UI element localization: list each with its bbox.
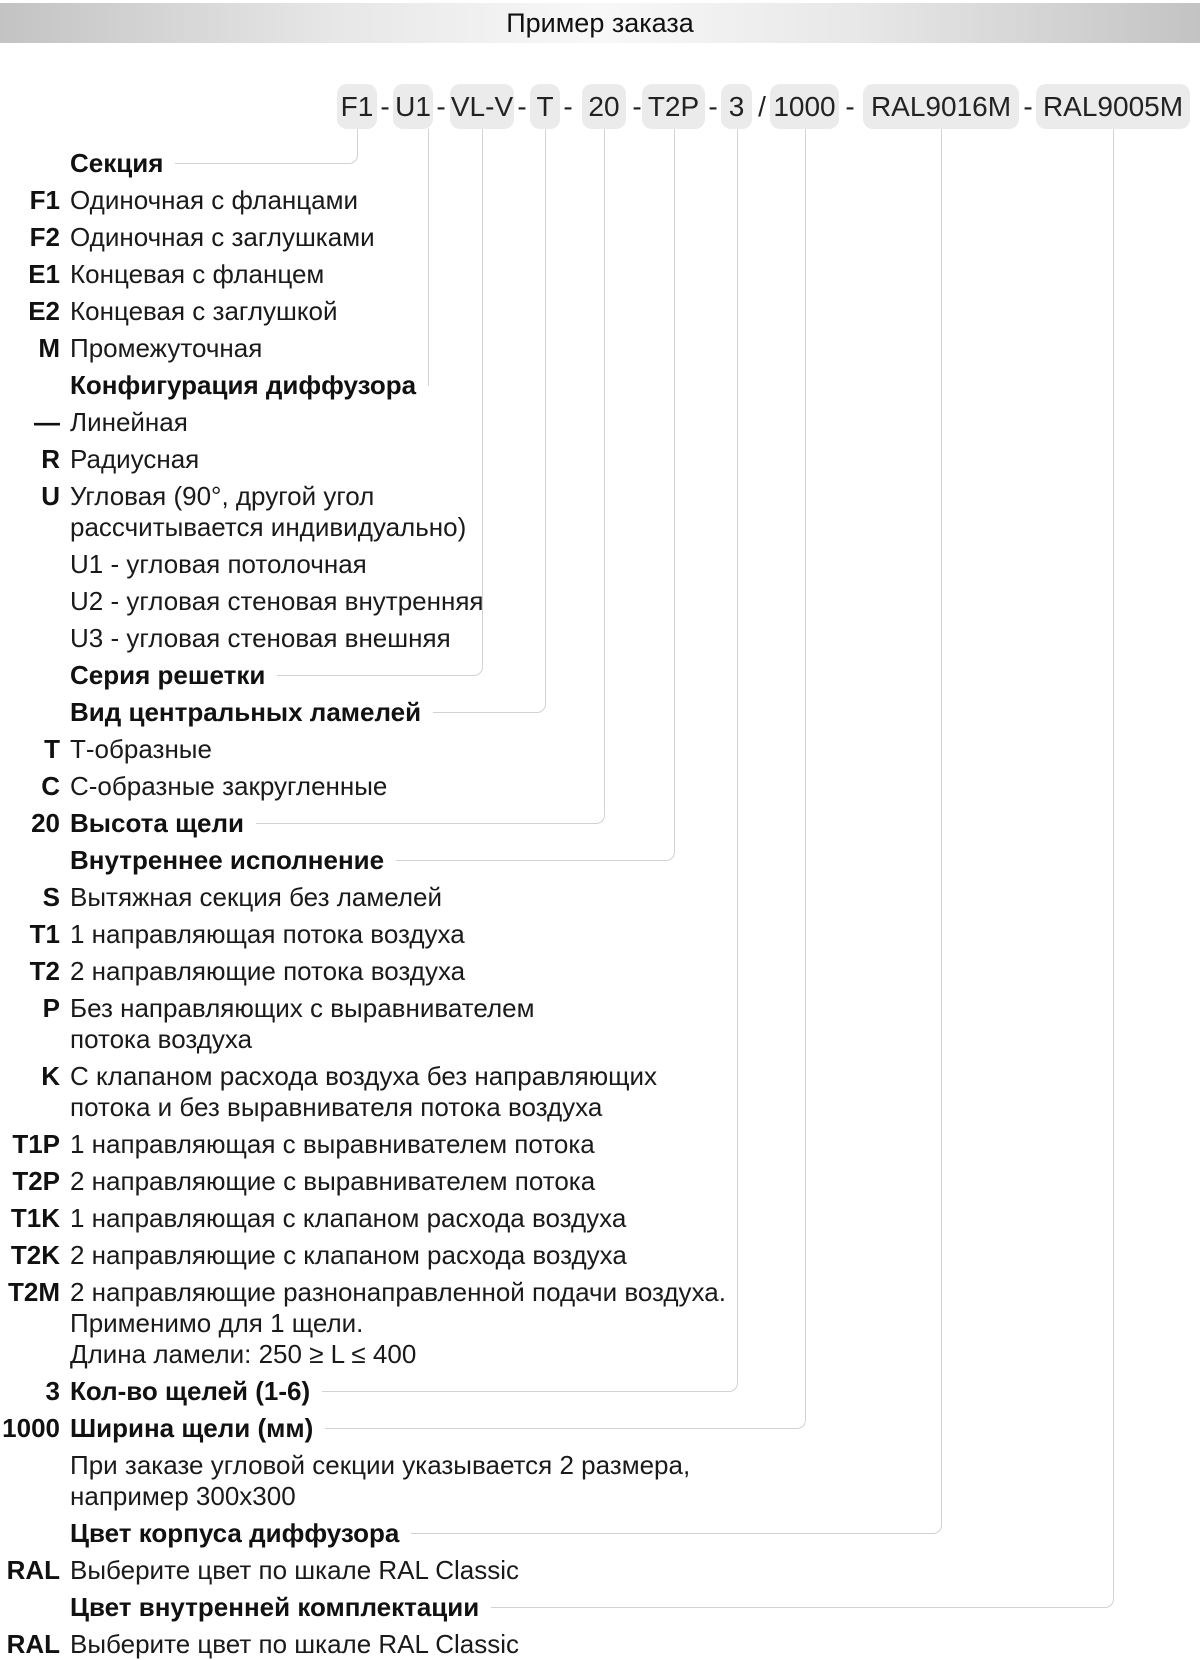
note-row <box>0 1450 700 1512</box>
code-label-e2: E2 <box>28 296 60 326</box>
code-label-3: 3 <box>45 1376 60 1406</box>
code-separator-dash: - <box>563 91 573 122</box>
row-text <box>70 956 700 987</box>
row-line: Цвет внутренней комплектации <box>70 1592 480 1622</box>
code-label-r: R <box>41 444 60 474</box>
code-label-s: S <box>42 882 60 912</box>
code-label-u: U <box>41 481 60 511</box>
code-label-f2: F2 <box>29 222 60 252</box>
row-text <box>70 296 700 327</box>
row-text <box>70 481 700 543</box>
code-separator-dash: - <box>632 91 642 122</box>
code-label-t1p: T1P <box>12 1129 60 1159</box>
legend-row <box>0 956 700 987</box>
legend-list <box>0 148 726 1660</box>
legend-row <box>0 296 700 327</box>
code-segment-t: T <box>530 84 560 129</box>
row-text <box>70 1518 700 1549</box>
code-separator-dash: - <box>1023 91 1033 122</box>
code-label-t: T <box>44 734 60 764</box>
row-line: Концевая с фланцем <box>70 259 325 289</box>
legend-row <box>0 333 700 364</box>
legend-row <box>0 1277 726 1370</box>
row-text <box>70 370 700 401</box>
legend-row <box>0 771 700 802</box>
legend-row <box>0 259 700 290</box>
row-text <box>70 919 700 950</box>
order-code-row <box>0 0 1200 140</box>
row-line: потока воздуха <box>70 1024 253 1054</box>
row-text <box>70 444 700 475</box>
section-header <box>0 370 700 401</box>
row-line: например 300х300 <box>70 1481 296 1511</box>
row-line: С клапаном расхода воздуха без направляющих <box>70 1061 658 1091</box>
row-text <box>70 771 700 802</box>
legend-row <box>0 1061 700 1123</box>
section-header <box>0 808 700 839</box>
row-line: Цвет корпуса диффузора <box>70 1518 400 1548</box>
section-header <box>0 697 700 728</box>
row-text <box>70 1129 700 1160</box>
row-line: Концевая с заглушкой <box>70 296 338 326</box>
section-header <box>0 845 700 876</box>
row-line: 2 направляющие с клапаном расхода воздуха <box>70 1240 627 1270</box>
code-label-t1k: T1K <box>10 1203 60 1233</box>
code-label-t2m: T2M <box>8 1277 60 1307</box>
row-text <box>70 185 700 216</box>
legend-row <box>0 919 700 950</box>
code-label-k: K <box>41 1061 60 1091</box>
row-text <box>70 623 700 654</box>
code-segment-ral9005m: RAL9005M <box>1036 84 1190 129</box>
code-segment-3: 3 <box>721 84 752 129</box>
code-segment-u1: U1 <box>393 84 433 129</box>
code-label-f1: F1 <box>29 185 60 215</box>
row-text <box>70 1061 700 1123</box>
section-header <box>0 1413 700 1444</box>
code-label-t2p: T2P <box>12 1166 60 1196</box>
code-segment-1000: 1000 <box>770 84 839 129</box>
row-line: рассчитывается индивидуально) <box>70 512 467 542</box>
code-segment-ral9016m: RAL9016M <box>863 84 1019 129</box>
code-label-—: — <box>34 407 60 437</box>
row-text <box>70 1629 700 1660</box>
section-header <box>0 1518 700 1549</box>
section-header <box>0 1376 700 1407</box>
code-separator-slash: / <box>758 91 766 122</box>
row-line: Вид центральных ламелей <box>70 697 422 727</box>
legend-row <box>0 407 700 438</box>
row-text <box>70 882 700 913</box>
legend-row <box>0 882 700 913</box>
row-text <box>70 1592 700 1623</box>
row-line: Угловая (90°, другой угол <box>70 481 375 511</box>
row-line: Т-образные <box>70 734 212 764</box>
section-header <box>0 660 700 691</box>
legend-row <box>0 1203 700 1234</box>
code-label-e1: E1 <box>28 259 60 289</box>
legend-row <box>0 222 700 253</box>
row-line: Серия решетки <box>70 660 266 690</box>
legend-row <box>0 623 700 654</box>
row-text <box>70 1240 700 1271</box>
page-title: Пример заказа <box>506 7 694 38</box>
code-label-t1: T1 <box>29 919 60 949</box>
row-text <box>70 333 700 364</box>
code-label-p: P <box>42 993 60 1023</box>
code-label-20: 20 <box>31 808 60 838</box>
row-line: Внутреннее исполнение <box>70 845 385 875</box>
row-line: Радиусная <box>70 444 200 474</box>
code-separator-dash: - <box>436 91 446 122</box>
row-text <box>70 1166 700 1197</box>
row-line: Ширина щели (мм) <box>70 1413 314 1443</box>
row-line: U2 - угловая стеновая внутренняя <box>70 586 484 616</box>
row-text <box>70 407 700 438</box>
code-label-t2: T2 <box>29 956 60 986</box>
row-line: Применимо для 1 щели. <box>70 1308 364 1338</box>
code-label-c: C <box>41 771 60 801</box>
row-text <box>70 222 700 253</box>
row-line: U1 - угловая потолочная <box>70 549 367 579</box>
section-header <box>0 148 700 179</box>
row-text <box>70 697 700 728</box>
code-label-ral: RAL <box>6 1555 60 1585</box>
code-separator-dash: - <box>380 91 390 122</box>
row-line: Линейная <box>70 407 188 437</box>
row-text <box>70 148 700 179</box>
legend-row <box>0 586 700 617</box>
row-line: Выберите цвет по шкале RAL Classic <box>70 1629 520 1659</box>
code-label-ral: RAL <box>6 1629 60 1659</box>
row-line: Секция <box>70 148 164 178</box>
row-text <box>70 1376 700 1407</box>
row-line: Выберите цвет по шкале RAL Classic <box>70 1555 520 1585</box>
legend-row <box>0 993 700 1055</box>
code-separator-dash: - <box>517 91 527 122</box>
legend-row <box>0 1240 700 1271</box>
row-line: Промежуточная <box>70 333 263 363</box>
row-line: потока и без выравнивателя потока воздуха <box>70 1092 603 1122</box>
row-line: Вытяжная секция без ламелей <box>70 882 442 912</box>
row-line: Высота щели <box>70 808 244 838</box>
row-text <box>70 1277 726 1370</box>
row-text <box>70 660 700 691</box>
row-text <box>70 549 700 580</box>
row-line: С-образные закругленные <box>70 771 388 801</box>
code-label-t2k: T2K <box>10 1240 60 1270</box>
code-separator-dash: - <box>845 91 855 122</box>
row-text <box>70 1413 700 1444</box>
legend-row <box>0 734 700 765</box>
legend-row <box>0 1166 700 1197</box>
legend-row <box>0 549 700 580</box>
row-text <box>70 586 700 617</box>
row-line: Без направляющих с выравнивателем <box>70 993 535 1023</box>
row-line: U3 - угловая стеновая внешняя <box>70 623 451 653</box>
row-line: 2 направляющие разнонаправленной подачи воздуха. <box>70 1277 726 1307</box>
row-line: Конфигурация диффузора <box>70 370 417 400</box>
row-text <box>70 1203 700 1234</box>
row-text <box>70 808 700 839</box>
legend-row <box>0 481 700 543</box>
row-text <box>70 1450 700 1512</box>
row-line: Одиночная с заглушками <box>70 222 375 252</box>
row-line: Одиночная с фланцами <box>70 185 359 215</box>
row-text <box>70 1555 700 1586</box>
row-line: При заказе угловой секции указывается 2 размера, <box>70 1450 691 1480</box>
code-separator-dash: - <box>708 91 718 122</box>
row-line: 1 направляющая с клапаном расхода воздуха <box>70 1203 627 1233</box>
row-line: 1 направляющая потока воздуха <box>70 919 465 949</box>
row-line: 1 направляющая с выравнивателем потока <box>70 1129 595 1159</box>
legend-row <box>0 1555 700 1586</box>
row-text <box>70 845 700 876</box>
row-text <box>70 259 700 290</box>
legend-row <box>0 1129 700 1160</box>
code-segment-t2p: T2P <box>642 84 705 129</box>
section-header <box>0 1592 700 1623</box>
legend-row <box>0 444 700 475</box>
row-line: Длина ламели: 250 ≥ L ≤ 400 <box>70 1339 417 1369</box>
legend-row <box>0 1629 700 1660</box>
code-segment-vl-v: VL-V <box>450 84 514 129</box>
code-label-1000: 1000 <box>2 1413 60 1443</box>
row-line: Кол-во щелей (1-6) <box>70 1376 311 1406</box>
row-line: 2 направляющие с выравнивателем потока <box>70 1166 596 1196</box>
code-segment-20: 20 <box>582 84 626 129</box>
row-line: 2 направляющие потока воздуха <box>70 956 466 986</box>
code-segment-f1: F1 <box>337 84 377 129</box>
code-label-m: M <box>38 333 60 363</box>
row-text <box>70 993 700 1055</box>
legend-row <box>0 185 700 216</box>
row-text <box>70 734 700 765</box>
